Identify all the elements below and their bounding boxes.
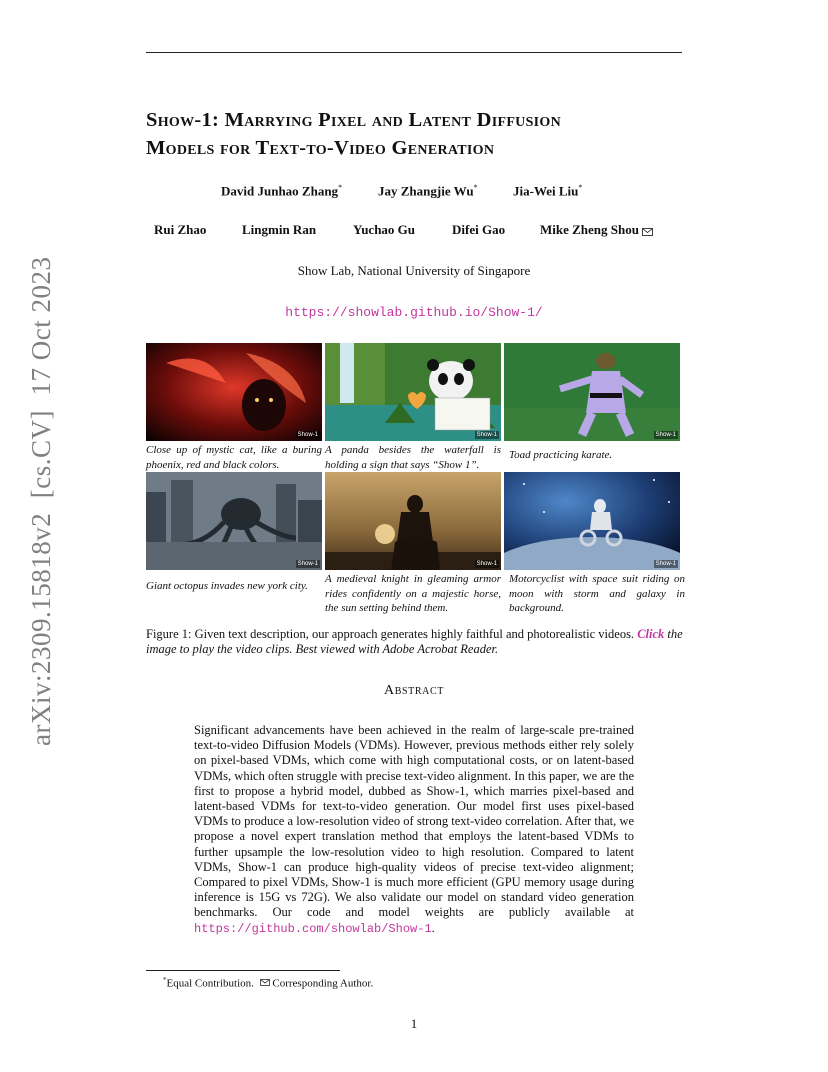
author-name: Lingmin Ran bbox=[242, 222, 317, 237]
caption-knight: A medieval knight in gleaming armor rides confidently on a majestic horse, the sun setting behind them. bbox=[325, 573, 501, 614]
figure-caption-text: Figure 1: Given text description, our approach generates highly faithful and photorealistic videos. bbox=[146, 627, 635, 641]
title-line-1: Show-1: Marrying Pixel and Latent Diffusion bbox=[146, 109, 562, 131]
video-thumbnail-toad[interactable] bbox=[504, 343, 680, 441]
project-link[interactable]: https://showlab.github.io/Show-1/ bbox=[285, 305, 543, 320]
watermark: Show-1 bbox=[297, 561, 318, 567]
video-thumbnail-cat[interactable] bbox=[146, 343, 322, 441]
author-name: David Junhao Zhang* bbox=[221, 183, 343, 199]
header-rule bbox=[146, 52, 682, 53]
abstract-body: Significant advancements have been achieved in the realm of large-scale pre-trained text-to-video Diffusion Models (VDMs). However, previous methods either rely solely on pixel-based VDMs, which come with high computational costs, or on latent-based VDMs, which often struggle with precise text-video alignment. In this paper, we are the first to propose a hybrid model, dubbed as Show-1, which marries pixel-based and latent-based VDMs for text-to-video generation. Our model first uses pixel-based VDMs to produce a low-resolution video of strong text-video correlation. After that, we propose a novel expert translation method that employs the latent-based VDMs to further upsample the low-resolution video to high resolution. Compared to latent VDMs, Show-1 can produce high-quality videos of precise text-video alignment; Compared to pixel VDMs, Show-1 is much more efficient (GPU memory usage during inference is 15G vs 72G). We also validate our model on standard video generation benchmarks. Our code and model weights are publicly available at https://github.com/showlab/Show-1. bbox=[194, 723, 634, 936]
caption-panda: A panda besides the waterfall is holding a sign that says “Show 1”. bbox=[325, 444, 501, 471]
author-name: Rui Zhao bbox=[154, 222, 207, 237]
code-link[interactable]: https://github.com/showlab/Show-1 bbox=[194, 921, 432, 936]
caption-octopus: Giant octopus invades new york city. bbox=[146, 580, 308, 592]
author-name: Yuchao Gu bbox=[353, 222, 416, 237]
watermark: Show-1 bbox=[476, 432, 497, 438]
watermark: Show-1 bbox=[297, 432, 318, 438]
footnote: *Equal Contribution. Corresponding Author. bbox=[163, 976, 374, 990]
figure-caption bbox=[146, 627, 686, 657]
author-name: Difei Gao bbox=[452, 222, 506, 237]
video-thumbnail-knight[interactable] bbox=[325, 472, 501, 570]
click-link[interactable]: Click bbox=[637, 627, 665, 641]
watermark: Show-1 bbox=[655, 561, 676, 567]
page-number: 1 bbox=[410, 1016, 418, 1031]
affiliation: Show Lab, National University of Singapore bbox=[297, 263, 531, 278]
author-name: Mike Zheng Shou bbox=[540, 222, 653, 240]
abstract-heading: Abstract bbox=[384, 683, 444, 698]
arxiv-sidebar-label: arXiv:2309.15818v2 [cs.CV] 17 Oct 2023 bbox=[26, 256, 56, 746]
watermark: Show-1 bbox=[476, 561, 497, 567]
video-thumbnail-octopus[interactable] bbox=[146, 472, 322, 570]
author-name: Jia-Wei Liu* bbox=[513, 183, 583, 199]
footnote-rule bbox=[146, 970, 340, 971]
paper-title bbox=[146, 106, 706, 162]
envelope-icon bbox=[642, 224, 653, 240]
author-name: Jay Zhangjie Wu* bbox=[378, 183, 478, 199]
title-line-2: Models for Text-to-Video Generation bbox=[146, 137, 495, 159]
video-thumbnail-panda[interactable] bbox=[325, 343, 501, 441]
caption-motorcyclist: Motorcyclist with space suit riding on moon with storm and galaxy in background. bbox=[509, 573, 685, 614]
figure-caption-suffix: the image to play the video clips. Best viewed with Adobe Acrobat Reader. bbox=[146, 627, 683, 656]
watermark: Show-1 bbox=[655, 432, 676, 438]
caption-toad: Toad practicing karate. bbox=[509, 449, 613, 461]
caption-cat: Close up of mystic cat, like a buring phoenix, red and black colors. bbox=[146, 444, 322, 471]
video-thumbnail-motorcyclist[interactable] bbox=[504, 472, 680, 570]
abstract-text: Significant advancements have been achieved in the realm of large-scale pre-trained text-to-video Diffusion Models (VDMs). However, previous methods either rely solely on pixel-based VDMs, which come with high computational costs, or on latent-based VDMs, which often struggle with precise text-video alignment. In this paper, we are the first to propose a hybrid model, dubbed as Show-1, which marries pixel-based and latent-based VDMs for text-to-video generation. Our model first uses pixel-based VDMs to produce a low-resolution video of strong text-video correlation. After that, we propose a novel expert translation method that employs the latent-based VDMs to further upsample the low-resolution video to high resolution. Compared to latent VDMs, Show-1 can produce high-quality videos of precise text-video alignment; Compared to pixel VDMs, Show-1 is much more efficient (GPU memory usage during inference is 15G vs 72G). We also validate our model on standard video generation benchmarks. Our code and model weights are publicly available at bbox=[194, 723, 634, 920]
envelope-icon bbox=[260, 977, 270, 989]
